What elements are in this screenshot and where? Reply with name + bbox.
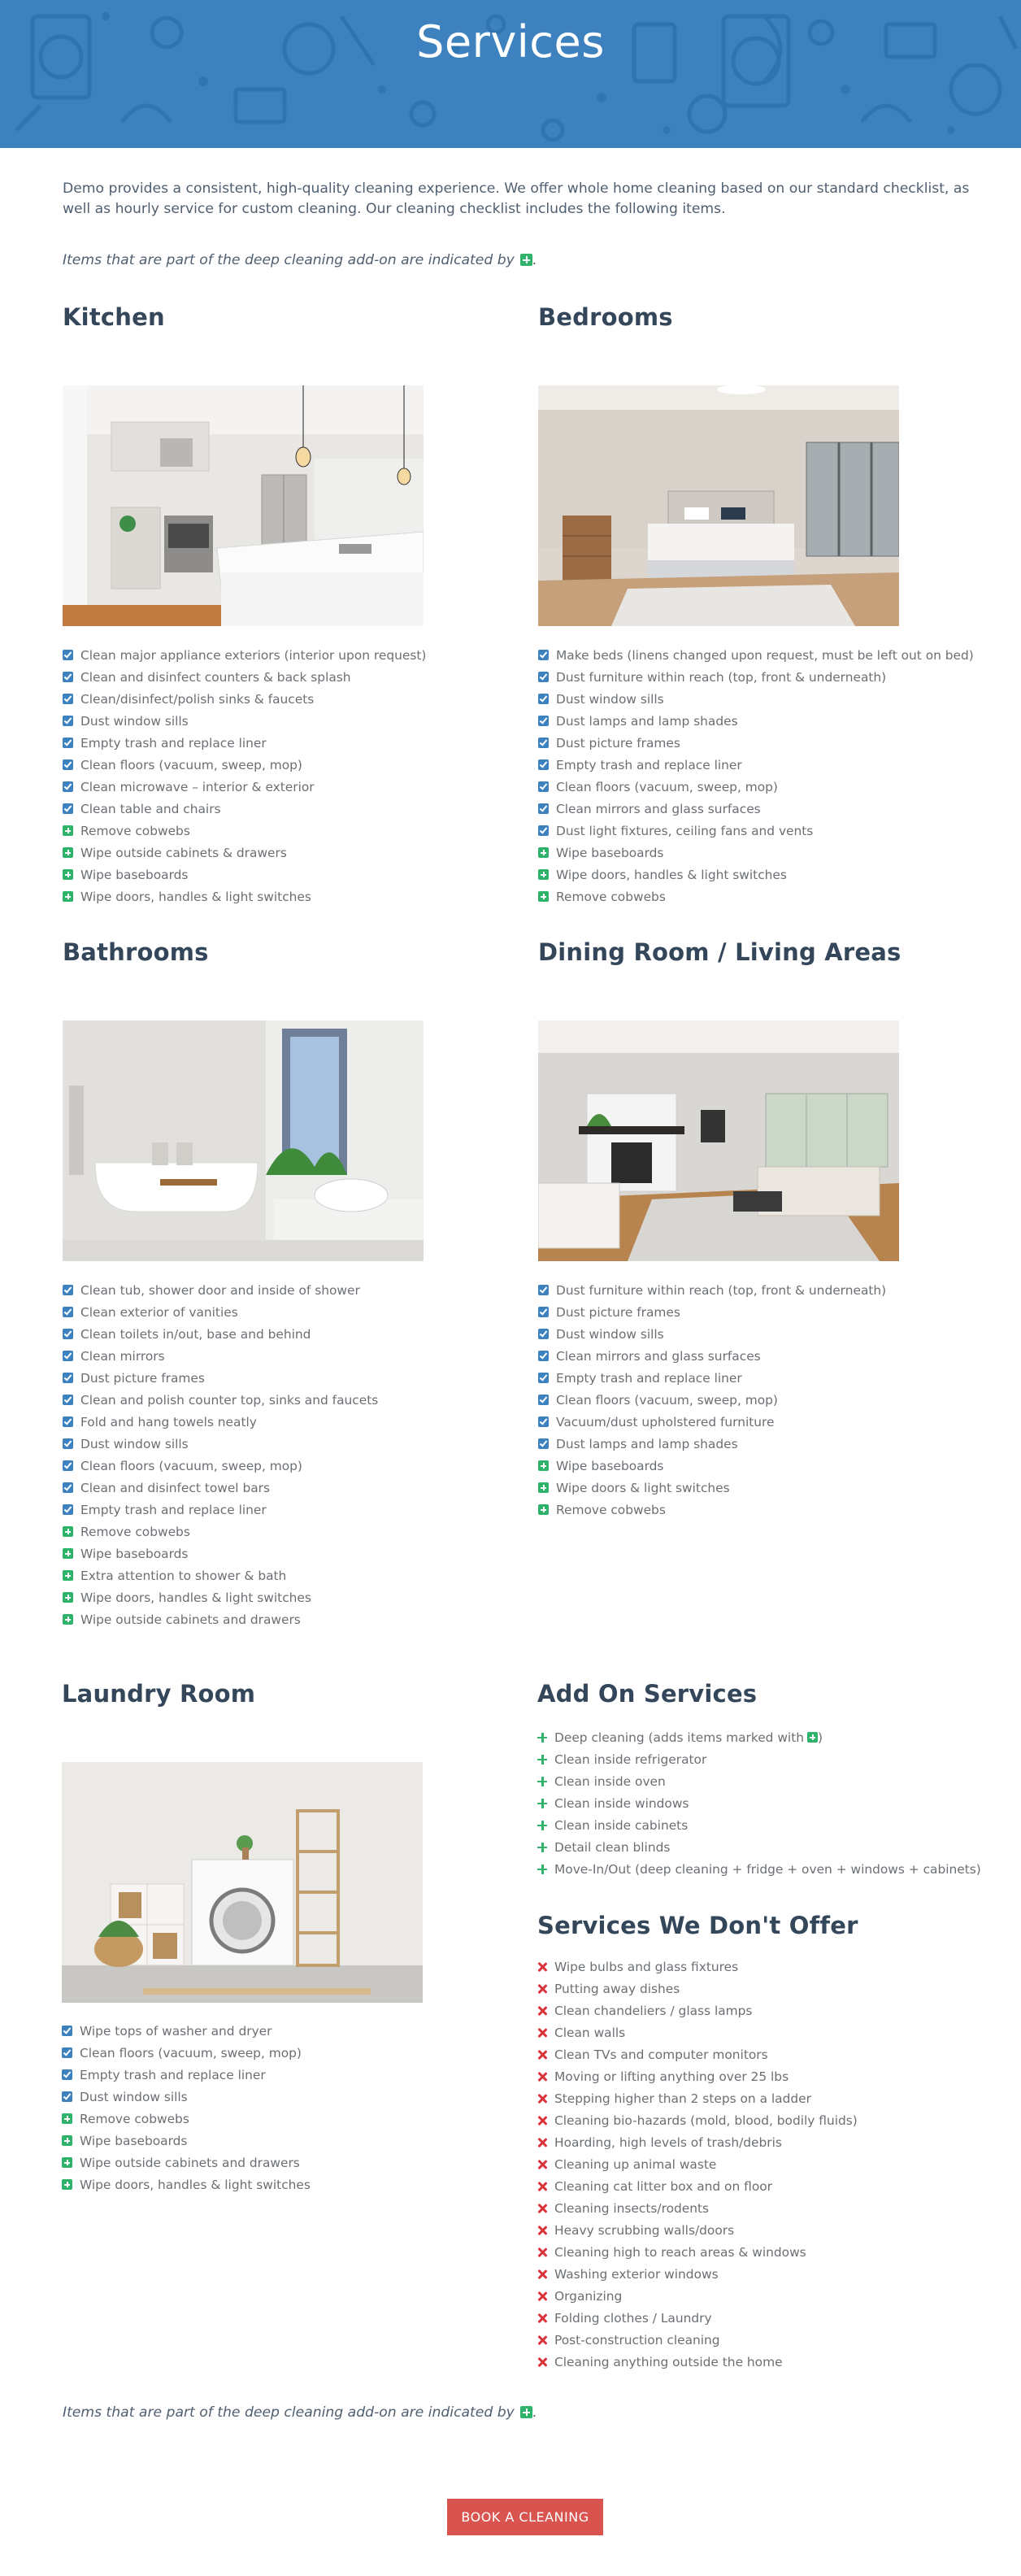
x-icon	[537, 2357, 547, 2367]
list-item	[62, 2152, 517, 2174]
list-item-label: Dust window sills	[80, 2089, 188, 2104]
list-item	[538, 1301, 993, 1323]
check-square-icon	[63, 1416, 73, 1427]
list-item	[537, 1770, 993, 1792]
list-item	[538, 820, 993, 842]
deep-clean-note-suffix: .	[532, 252, 537, 268]
list-item	[538, 754, 993, 776]
list-item	[62, 2174, 517, 2195]
list-item-label: Clean floors (vacuum, sweep, mop)	[556, 1392, 778, 1408]
list-item-label: Make beds (linens changed upon request, must be left out on bed)	[556, 647, 974, 663]
list-item	[538, 1389, 993, 1411]
list-item-label: Cleaning insects/rodents	[554, 2200, 710, 2216]
plus-square-icon	[538, 847, 549, 858]
check-square-icon	[63, 1351, 73, 1361]
plus-square-icon	[63, 1548, 73, 1559]
list-item	[538, 1323, 993, 1345]
x-icon	[537, 2313, 547, 2323]
list-item-label: Clean exterior of vanities	[80, 1304, 238, 1320]
list-item-label: Clean walls	[554, 2025, 626, 2040]
list-item-label: Remove cobwebs	[80, 2111, 189, 2126]
list-item-label: Move-In/Out (deep cleaning + fridge + oven + windows + cabinets)	[554, 1861, 981, 1877]
list-item-label: Cleaning up animal waste	[554, 2156, 717, 2172]
plus-square-icon	[63, 1526, 73, 1537]
check-square-icon	[538, 1416, 549, 1427]
list-item	[538, 776, 993, 798]
check-square-icon	[538, 1395, 549, 1405]
list-item	[63, 1521, 518, 1543]
list-item	[537, 1978, 993, 1999]
plus-square-icon	[538, 891, 549, 902]
bathrooms-heading: Bathrooms	[63, 938, 209, 966]
x-icon	[537, 2072, 547, 2082]
x-icon	[537, 2204, 547, 2213]
list-item-label: Clean mirrors and glass surfaces	[556, 801, 761, 816]
check-square-icon	[538, 1373, 549, 1383]
check-square-icon	[63, 759, 73, 770]
list-item	[537, 1748, 993, 1770]
bathrooms-section	[63, 938, 518, 967]
plus-icon	[537, 1799, 547, 1808]
list-item	[538, 1367, 993, 1389]
plus-square-icon	[62, 2157, 72, 2168]
list-item-label: Dust picture frames	[556, 735, 680, 751]
check-square-icon	[63, 1285, 73, 1295]
list-item	[538, 1499, 993, 1521]
list-item-label: Dust window sills	[556, 691, 664, 707]
list-item-label: Dust furniture within reach (top, front & underneath)	[556, 1282, 887, 1298]
check-square-icon	[63, 1482, 73, 1493]
check-square-icon	[63, 738, 73, 748]
plus-square-icon	[62, 2179, 72, 2190]
plus-square-icon	[807, 1732, 818, 1743]
living-areas-heading: Dining Room / Living Areas	[538, 938, 902, 966]
list-item	[63, 1301, 518, 1323]
list-item-label: Cleaning cat litter box and on floor	[554, 2178, 772, 2194]
add-on-services-list	[537, 1726, 993, 1880]
check-square-icon	[538, 1329, 549, 1339]
list-item	[537, 2263, 993, 2285]
check-square-icon	[62, 2069, 72, 2080]
plus-square-icon	[538, 1460, 549, 1471]
x-icon	[537, 2050, 547, 2060]
plus-square-icon	[520, 254, 532, 266]
plus-icon	[537, 1755, 547, 1764]
plus-square-icon	[538, 1482, 549, 1493]
list-item-label: Clean inside refrigerator	[554, 1751, 707, 1767]
list-item	[63, 754, 518, 776]
check-square-icon	[538, 1351, 549, 1361]
list-item	[63, 1455, 518, 1477]
check-square-icon	[538, 1307, 549, 1317]
list-item	[538, 1411, 993, 1433]
list-item	[63, 864, 518, 886]
deep-clean-note-suffix: .	[532, 2404, 537, 2421]
list-item-label: Vacuum/dust upholstered furniture	[556, 1414, 775, 1429]
list-item	[537, 1792, 993, 1814]
laundry-heading: Laundry Room	[62, 1680, 256, 1708]
list-item	[538, 1279, 993, 1301]
list-item	[63, 1367, 518, 1389]
x-icon	[537, 2160, 547, 2169]
x-icon	[537, 2006, 547, 2016]
check-square-icon	[538, 716, 549, 726]
services-not-offered-section	[537, 1911, 993, 1940]
plus-icon	[537, 1733, 547, 1743]
list-item-label: Empty trash and replace liner	[80, 1502, 267, 1517]
list-item-label: Wipe doors, handles & light switches	[80, 889, 311, 904]
list-item	[537, 2241, 993, 2263]
bedrooms-checklist	[538, 644, 993, 907]
book-a-cleaning-button[interactable]: BOOK A CLEANING	[447, 2499, 603, 2535]
list-item-label: Dust picture frames	[80, 1370, 205, 1386]
list-item-label: Clean and polish counter top, sinks and faucets	[80, 1392, 379, 1408]
check-square-icon	[63, 716, 73, 726]
plus-square-icon	[62, 2135, 72, 2146]
list-item	[62, 2108, 517, 2130]
plus-square-icon	[63, 1592, 73, 1603]
plus-square-icon	[63, 1570, 73, 1581]
x-icon	[537, 2291, 547, 2301]
bathrooms-checklist	[63, 1279, 518, 1630]
check-square-icon	[538, 738, 549, 748]
x-icon	[537, 2028, 547, 2038]
plus-square-icon	[63, 1614, 73, 1625]
kitchen-checklist	[63, 644, 518, 907]
list-item	[62, 2064, 517, 2086]
check-square-icon	[63, 781, 73, 792]
bedrooms-heading: Bedrooms	[538, 303, 673, 331]
list-item-label: Fold and hang towels neatly	[80, 1414, 257, 1429]
list-item	[63, 798, 518, 820]
list-item	[537, 2087, 993, 2109]
list-item-label: Wipe outside cabinets and drawers	[80, 1612, 301, 1627]
laundry-checklist	[62, 2020, 517, 2195]
list-item-label: Wipe doors, handles & light switches	[80, 2177, 311, 2192]
list-item-label: Clean floors (vacuum, sweep, mop)	[556, 779, 778, 794]
check-square-icon	[538, 825, 549, 836]
list-item	[63, 1411, 518, 1433]
kitchen-photo	[63, 385, 424, 626]
list-item-label: Detail clean blinds	[554, 1839, 671, 1855]
bedroom-photo	[538, 385, 899, 626]
list-item-label: Clean table and chairs	[80, 801, 221, 816]
list-item	[538, 864, 993, 886]
list-item-label: Stepping higher than 2 steps on a ladder	[554, 2091, 811, 2106]
list-item	[63, 886, 518, 907]
deep-clean-note-bottom	[63, 2403, 632, 2422]
list-item-label: Extra attention to shower & bath	[80, 1568, 287, 1583]
list-item-label: Empty trash and replace liner	[556, 757, 742, 772]
deep-clean-note-text: Items that are part of the deep cleaning add-on are indicated by	[63, 2404, 515, 2421]
list-item	[538, 644, 993, 666]
living-room-photo	[538, 1020, 899, 1261]
list-item-label: Clean inside oven	[554, 1773, 666, 1789]
list-item-label: Dust lamps and lamp shades	[556, 713, 738, 729]
list-item	[537, 1999, 993, 2021]
plus-icon	[537, 1777, 547, 1786]
list-item-label: Clean floors (vacuum, sweep, mop)	[80, 1458, 302, 1473]
check-square-icon	[538, 759, 549, 770]
list-item	[63, 1564, 518, 1586]
list-item-label: Washing exterior windows	[554, 2266, 719, 2282]
list-item-label: Clean inside windows	[554, 1795, 689, 1811]
check-square-icon	[63, 672, 73, 682]
list-item	[63, 710, 518, 732]
list-item	[538, 1345, 993, 1367]
list-item-label: Remove cobwebs	[556, 889, 666, 904]
plus-square-icon	[538, 1504, 549, 1515]
list-item-label: Dust window sills	[80, 713, 189, 729]
list-item-label: Wipe baseboards	[80, 1546, 189, 1561]
deep-clean-note-text: Items that are part of the deep cleaning add-on are indicated by	[63, 252, 515, 268]
list-item	[537, 2219, 993, 2241]
list-item-label: Moving or lifting anything over 25 lbs	[554, 2069, 789, 2084]
check-square-icon	[63, 650, 73, 660]
list-item-label: Cleaning anything outside the home	[554, 2354, 783, 2369]
plus-icon	[537, 1865, 547, 1874]
list-item	[538, 842, 993, 864]
services-not-offered-list	[537, 1956, 993, 2373]
list-item	[537, 1836, 993, 1858]
plus-icon	[537, 1821, 547, 1830]
list-item	[63, 776, 518, 798]
x-icon	[537, 2269, 547, 2279]
list-item	[538, 666, 993, 688]
check-square-icon	[63, 694, 73, 704]
list-item	[538, 1455, 993, 1477]
list-item	[538, 1433, 993, 1455]
intro-text: Demo provides a consistent, high-quality cleaning experience. We offer whole home cleaning based on our standard checklist, as well as hourly service for custom cleaning. Our cleaning checklist includes the following items.	[63, 181, 970, 217]
x-icon	[537, 2247, 547, 2257]
list-item-label: Clean mirrors	[80, 1348, 165, 1364]
list-item-label: Wipe doors, handles & light switches	[80, 1590, 311, 1605]
plus-square-icon	[63, 891, 73, 902]
check-square-icon	[63, 803, 73, 814]
list-item	[537, 1956, 993, 1978]
plus-square-icon	[62, 2113, 72, 2124]
list-item-label: Remove cobwebs	[80, 1524, 190, 1539]
check-square-icon	[538, 650, 549, 660]
plus-square-icon	[63, 847, 73, 858]
plus-icon	[537, 1843, 547, 1852]
list-item	[63, 1477, 518, 1499]
check-square-icon	[538, 1438, 549, 1449]
list-item	[538, 688, 993, 710]
list-item	[537, 2109, 993, 2131]
list-item-label: Wipe baseboards	[80, 2133, 188, 2148]
list-item	[63, 1433, 518, 1455]
list-item-label: Dust furniture within reach (top, front & underneath)	[556, 669, 887, 685]
check-square-icon	[63, 1329, 73, 1339]
check-square-icon	[538, 672, 549, 682]
list-item-label: Wipe outside cabinets & drawers	[80, 845, 287, 860]
plus-square-icon	[520, 2406, 532, 2418]
list-item-suffix: )	[818, 1730, 823, 1745]
check-square-icon	[63, 1460, 73, 1471]
list-item-label: Remove cobwebs	[80, 823, 190, 838]
list-item	[538, 798, 993, 820]
list-item	[538, 1477, 993, 1499]
list-item-label: Wipe doors, handles & light switches	[556, 867, 787, 882]
check-square-icon	[62, 2091, 72, 2102]
deep-clean-note	[63, 250, 632, 270]
x-icon	[537, 2182, 547, 2191]
list-item	[538, 710, 993, 732]
check-square-icon	[62, 2047, 72, 2058]
list-item	[63, 842, 518, 864]
list-item	[62, 2086, 517, 2108]
list-item	[63, 732, 518, 754]
list-item-label: Empty trash and replace liner	[556, 1370, 742, 1386]
list-item-label: Clean floors (vacuum, sweep, mop)	[80, 757, 302, 772]
list-item	[537, 2329, 993, 2351]
kitchen-heading: Kitchen	[63, 303, 165, 331]
list-item-label: Clean toilets in/out, base and behind	[80, 1326, 311, 1342]
list-item	[63, 1586, 518, 1608]
list-item-label: Empty trash and replace liner	[80, 735, 267, 751]
list-item	[537, 2285, 993, 2307]
list-item-label: Clean major appliance exteriors (interior upon request)	[80, 647, 427, 663]
list-item	[537, 1858, 993, 1880]
check-square-icon	[63, 1307, 73, 1317]
x-icon	[537, 2116, 547, 2126]
list-item-label: Clean/disinfect/polish sinks & faucets	[80, 691, 315, 707]
check-square-icon	[538, 694, 549, 704]
list-item-label: Wipe outside cabinets and drawers	[80, 2155, 300, 2170]
list-item	[537, 2153, 993, 2175]
list-item-label: Wipe baseboards	[556, 845, 664, 860]
list-item	[63, 1345, 518, 1367]
list-item-label: Clean floors (vacuum, sweep, mop)	[80, 2045, 302, 2060]
list-item-label: Cleaning bio-hazards (mold, blood, bodily fluids)	[554, 2113, 858, 2128]
list-item-label: Organizing	[554, 2288, 623, 2304]
list-item-label: Hoarding, high levels of trash/debris	[554, 2134, 782, 2150]
list-item-label: Clean tub, shower door and inside of shower	[80, 1282, 360, 1298]
list-item	[63, 1499, 518, 1521]
list-item-label: Deep cleaning (adds items marked with	[554, 1730, 805, 1745]
list-item	[63, 1323, 518, 1345]
list-item-label: Wipe bulbs and glass fixtures	[554, 1959, 739, 1974]
list-item-label: Clean TVs and computer monitors	[554, 2047, 768, 2062]
add-on-services-section	[537, 1679, 993, 1708]
list-item-label: Clean microwave – interior & exterior	[80, 779, 315, 794]
list-item-label: Folding clothes / Laundry	[554, 2310, 712, 2326]
list-item	[537, 2175, 993, 2197]
bedrooms-section	[538, 302, 993, 332]
list-item	[63, 1608, 518, 1630]
check-square-icon	[63, 1395, 73, 1405]
list-item-label: Putting away dishes	[554, 1981, 680, 1996]
list-item-label: Wipe baseboards	[556, 1458, 664, 1473]
check-square-icon	[63, 1373, 73, 1383]
x-icon	[537, 1962, 547, 1972]
list-item	[63, 820, 518, 842]
list-item-label: Clean and disinfect counters & back splash	[80, 669, 351, 685]
list-item	[537, 2197, 993, 2219]
page-title: Services	[416, 16, 605, 67]
list-item	[63, 688, 518, 710]
list-item-label: Dust lamps and lamp shades	[556, 1436, 738, 1451]
x-icon	[537, 2226, 547, 2235]
list-item	[63, 644, 518, 666]
list-item	[537, 2021, 993, 2043]
list-item	[537, 2131, 993, 2153]
list-item-label: Clean and disinfect towel bars	[80, 1480, 271, 1495]
living-areas-checklist	[538, 1279, 993, 1521]
list-item-label: Wipe baseboards	[80, 867, 189, 882]
list-item	[538, 732, 993, 754]
list-item	[537, 1726, 993, 1748]
list-item-label: Clean inside cabinets	[554, 1817, 689, 1833]
kitchen-section	[63, 302, 518, 332]
x-icon	[537, 2335, 547, 2345]
list-item-label: Wipe doors & light switches	[556, 1480, 730, 1495]
list-item	[63, 1389, 518, 1411]
list-item	[537, 2065, 993, 2087]
x-icon	[537, 2094, 547, 2104]
list-item	[538, 886, 993, 907]
plus-square-icon	[63, 869, 73, 880]
list-item-label: Dust window sills	[80, 1436, 189, 1451]
list-item-label: Dust picture frames	[556, 1304, 680, 1320]
plus-square-icon	[63, 825, 73, 836]
list-item-label: Heavy scrubbing walls/doors	[554, 2222, 735, 2238]
hero-banner	[0, 0, 1021, 148]
list-item	[62, 2042, 517, 2064]
list-item	[537, 2351, 993, 2373]
list-item	[537, 2043, 993, 2065]
check-square-icon	[538, 1285, 549, 1295]
list-item	[537, 1814, 993, 1836]
list-item-label: Cleaning high to reach areas & windows	[554, 2244, 806, 2260]
living-areas-section	[538, 938, 993, 967]
list-item-label: Dust window sills	[556, 1326, 664, 1342]
list-item-label: Clean mirrors and glass surfaces	[556, 1348, 761, 1364]
bathroom-photo	[63, 1020, 424, 1261]
list-item	[62, 2130, 517, 2152]
check-square-icon	[62, 2026, 72, 2036]
x-icon	[537, 1984, 547, 1994]
laundry-photo	[62, 1762, 423, 2003]
list-item	[537, 2307, 993, 2329]
list-item	[63, 1543, 518, 1564]
list-item-label: Post-construction cleaning	[554, 2332, 720, 2348]
list-item	[62, 2020, 517, 2042]
list-item-label: Clean chandeliers / glass lamps	[554, 2003, 753, 2018]
laundry-section	[62, 1679, 517, 1708]
services-not-offered-heading: Services We Don't Offer	[537, 1912, 858, 1939]
list-item	[63, 1279, 518, 1301]
x-icon	[537, 2138, 547, 2147]
check-square-icon	[63, 1504, 73, 1515]
plus-square-icon	[538, 869, 549, 880]
check-square-icon	[538, 803, 549, 814]
list-item-label: Remove cobwebs	[556, 1502, 666, 1517]
list-item-label: Wipe tops of washer and dryer	[80, 2023, 272, 2039]
check-square-icon	[63, 1438, 73, 1449]
list-item	[63, 666, 518, 688]
check-square-icon	[538, 781, 549, 792]
list-item-label: Empty trash and replace liner	[80, 2067, 266, 2082]
add-on-services-heading: Add On Services	[537, 1680, 758, 1708]
list-item-label: Dust light fixtures, ceiling fans and vents	[556, 823, 814, 838]
